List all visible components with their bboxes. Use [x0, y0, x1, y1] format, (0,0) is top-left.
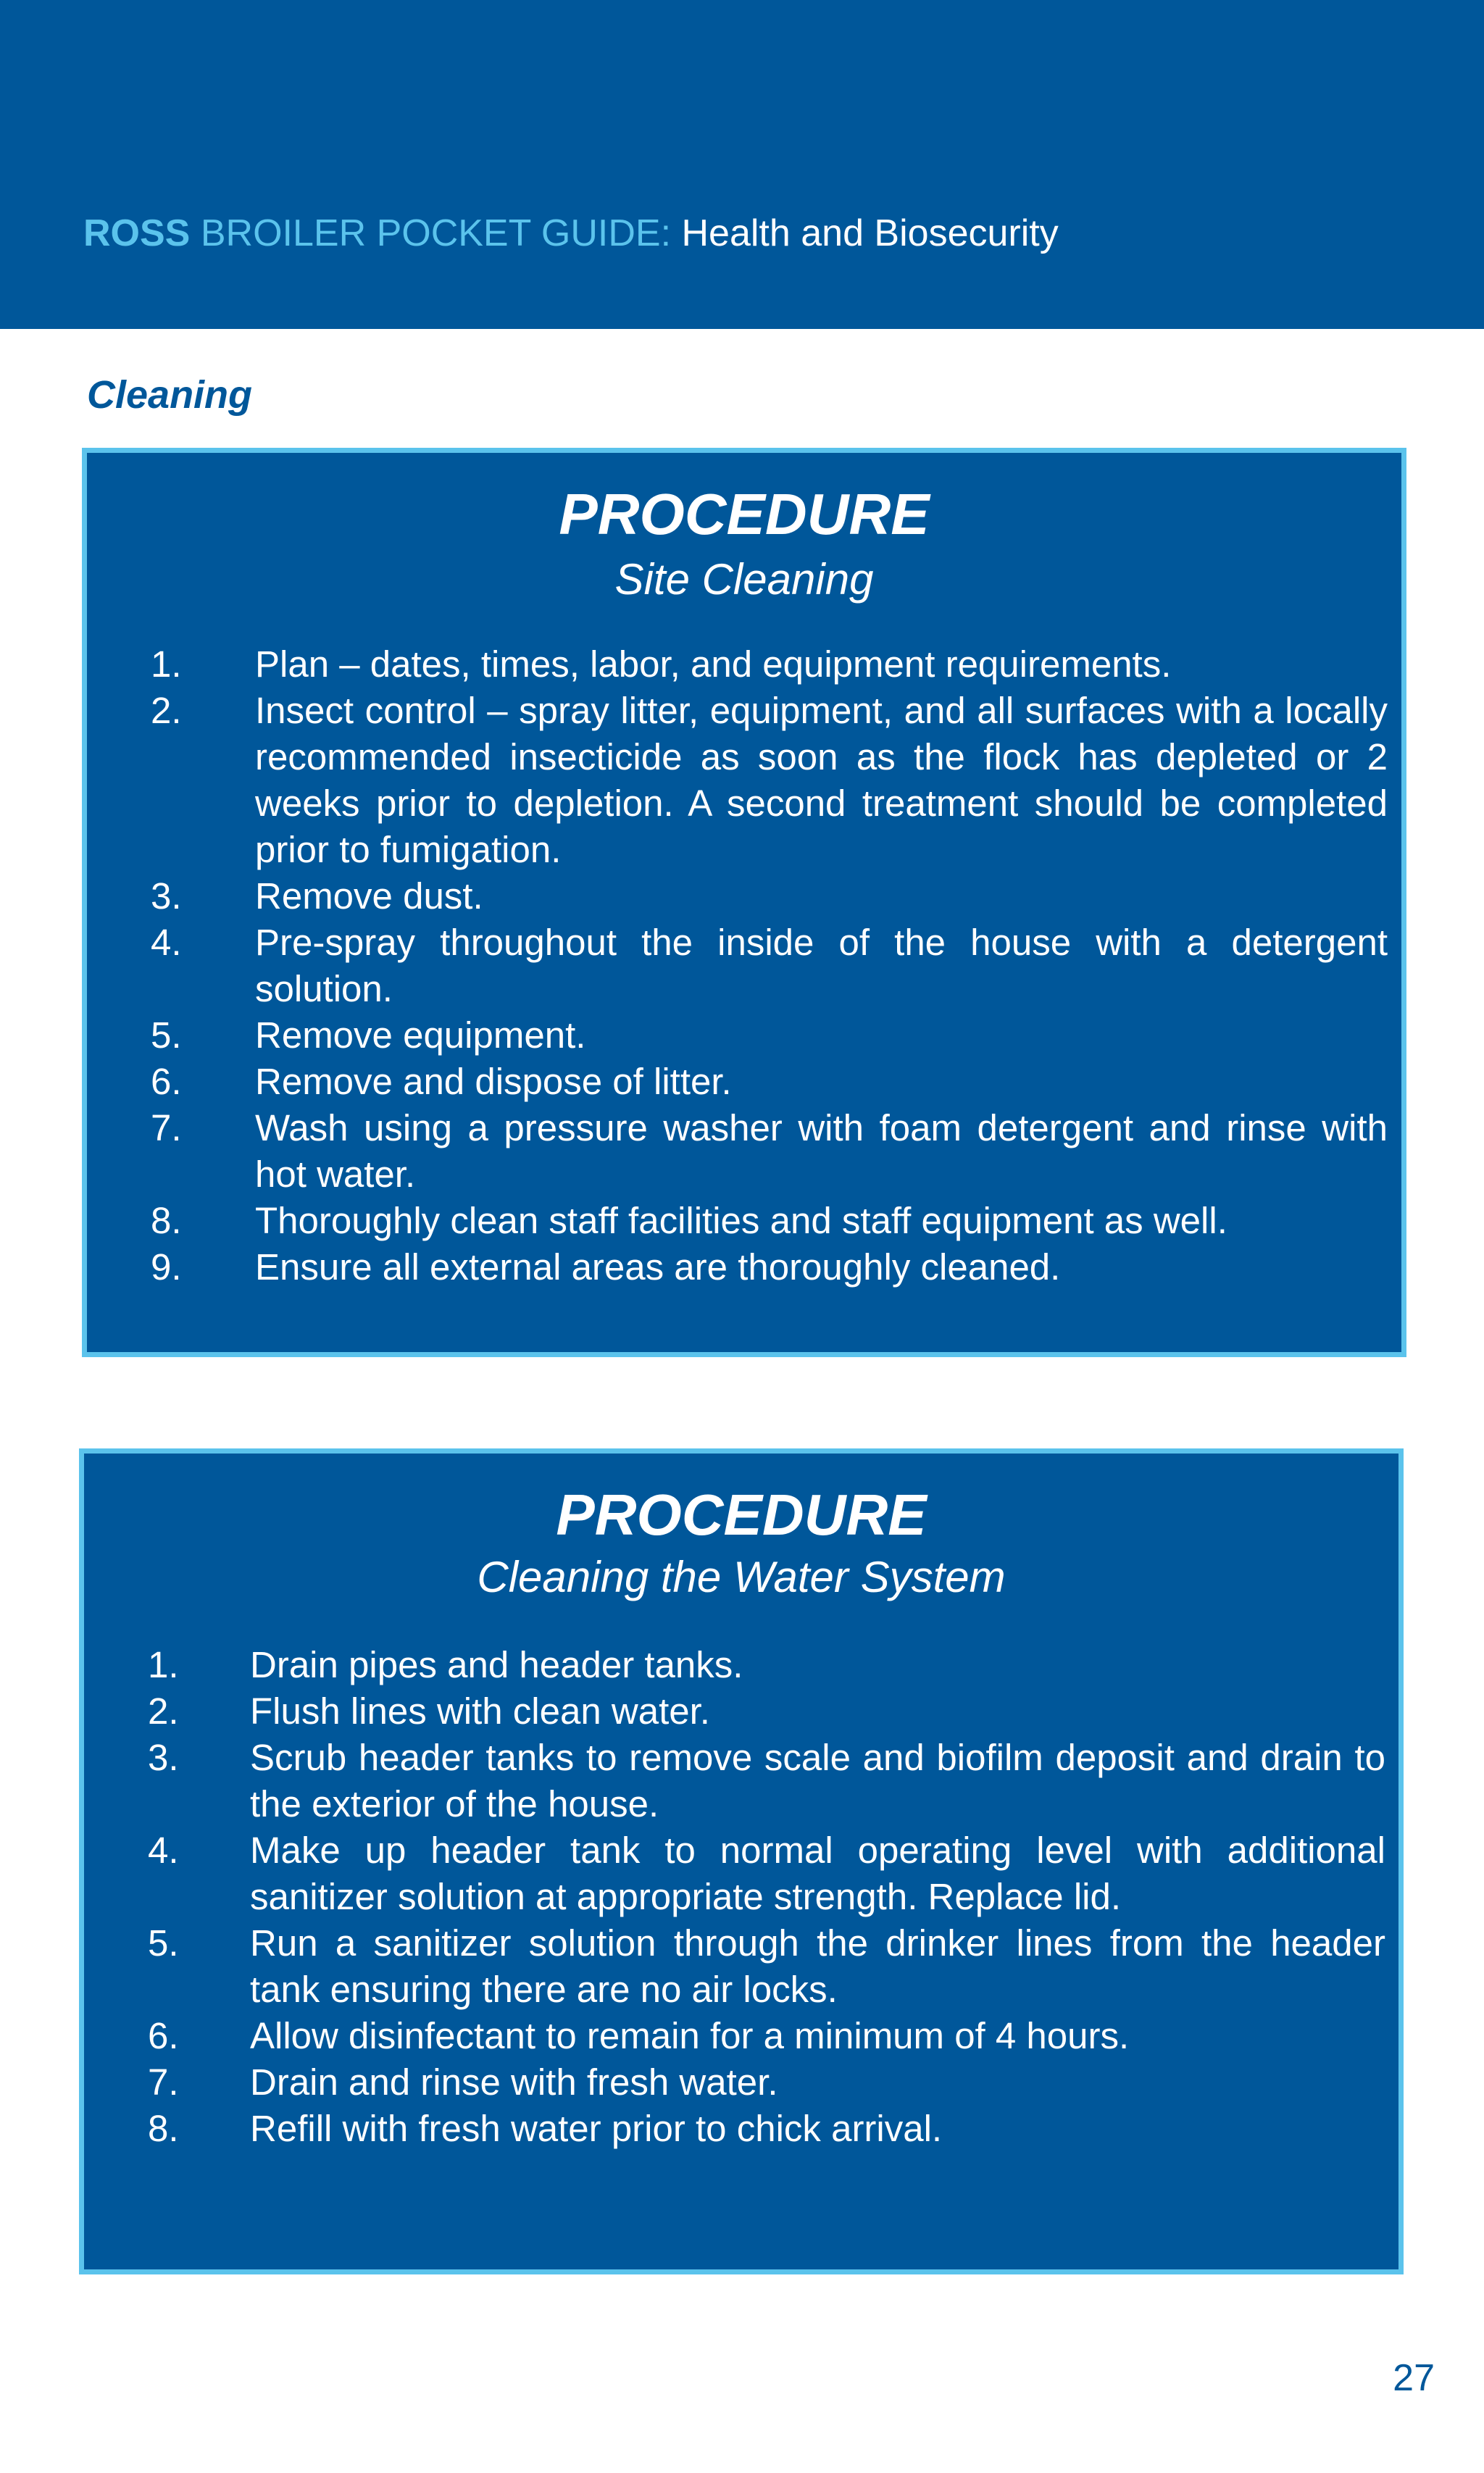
step-number: 1. — [148, 1644, 179, 1685]
header-band — [0, 0, 1484, 329]
step-number: 2. — [148, 1690, 179, 1732]
step-text: Scrub header tanks to remove scale and biofilm deposit and drain to the exterior of the house. — [250, 1737, 1385, 1824]
step-text: Allow disinfectant to remain for a minimum of 4 hours. — [250, 2015, 1130, 2056]
step-number: 2. — [151, 690, 182, 731]
step-text: Plan – dates, times, labor, and equipment requirements. — [255, 643, 1172, 685]
procedure-step — [87, 1198, 1388, 1244]
step-number: 4. — [151, 922, 182, 963]
step-number: 6. — [148, 2015, 179, 2056]
procedure-subtitle: Site Cleaning — [614, 555, 874, 604]
procedure-step — [87, 1059, 1388, 1105]
procedure-steps — [84, 1642, 1385, 2152]
procedure-step — [84, 1688, 1385, 1735]
step-number: 5. — [151, 1014, 182, 1056]
step-number: 7. — [151, 1107, 182, 1148]
step-text: Wash using a pressure washer with foam detergent and rinse with hot water. — [255, 1107, 1388, 1195]
step-number: 5. — [148, 1922, 179, 1964]
procedure-title: PROCEDURE — [559, 482, 930, 546]
running-header — [83, 210, 1059, 257]
procedure-step — [84, 1827, 1385, 1920]
procedure-title: PROCEDURE — [556, 1482, 927, 1547]
step-number: 1. — [151, 643, 182, 685]
step-number: 8. — [151, 1200, 182, 1241]
step-text: Remove and dispose of litter. — [255, 1061, 732, 1102]
step-number: 3. — [151, 875, 182, 917]
step-text: Make up header tank to normal operating level with additional sanitizer solution at appropriate strength. Replace lid. — [250, 1830, 1385, 1917]
step-number: 8. — [148, 2108, 179, 2149]
procedure-step — [84, 2013, 1385, 2059]
procedure-steps — [87, 641, 1388, 1290]
page-number: 27 — [1393, 2357, 1435, 2399]
step-text: Flush lines with clean water. — [250, 1690, 710, 1732]
section-heading: Cleaning — [87, 373, 253, 417]
procedure-step — [87, 1105, 1388, 1198]
step-text: Ensure all external areas are thoroughly cleaned. — [255, 1246, 1061, 1288]
step-number: 3. — [148, 1737, 179, 1778]
step-text: Drain pipes and header tanks. — [250, 1644, 743, 1685]
brand-name: ROSS — [83, 212, 191, 254]
procedure-step — [84, 1920, 1385, 2013]
step-number: 7. — [148, 2061, 179, 2103]
step-text: Remove equipment. — [255, 1014, 586, 1056]
guide-title: BROILER POCKET GUIDE: — [200, 212, 672, 254]
procedure-box-water-system — [79, 1448, 1404, 2274]
step-text: Drain and rinse with fresh water. — [250, 2061, 778, 2103]
procedure-step — [87, 688, 1388, 873]
procedure-box-site-cleaning — [82, 448, 1406, 1357]
step-text: Thoroughly clean staff facilities and staff equipment as well. — [255, 1200, 1227, 1241]
step-text: Refill with fresh water prior to chick arrival. — [250, 2108, 943, 2149]
procedure-step — [87, 1012, 1388, 1059]
step-text: Run a sanitizer solution through the drinker lines from the header tank ensuring there are no air locks. — [250, 1922, 1385, 2010]
step-number: 9. — [151, 1246, 182, 1288]
procedure-step — [87, 919, 1388, 1012]
guide-topic: Health and Biosecurity — [681, 212, 1059, 254]
procedure-step — [87, 641, 1388, 688]
step-text: Pre-spray throughout the inside of the house with a detergent solution. — [255, 922, 1388, 1009]
step-text: Insect control – spray litter, equipment, and all surfaces with a locally recommended insecticide as soon as the flock has depleted or 2 weeks prior to depletion. A second treatment should be completed prior to fumigation. — [255, 690, 1388, 870]
step-number: 6. — [151, 1061, 182, 1102]
procedure-step — [84, 1735, 1385, 1827]
procedure-step — [87, 873, 1388, 919]
procedure-step — [84, 2059, 1385, 2106]
procedure-step — [84, 2106, 1385, 2152]
procedure-subtitle: Cleaning the Water System — [477, 1553, 1006, 1601]
step-number: 4. — [148, 1830, 179, 1871]
procedure-step — [87, 1244, 1388, 1290]
step-text: Remove dust. — [255, 875, 483, 917]
procedure-step — [84, 1642, 1385, 1688]
